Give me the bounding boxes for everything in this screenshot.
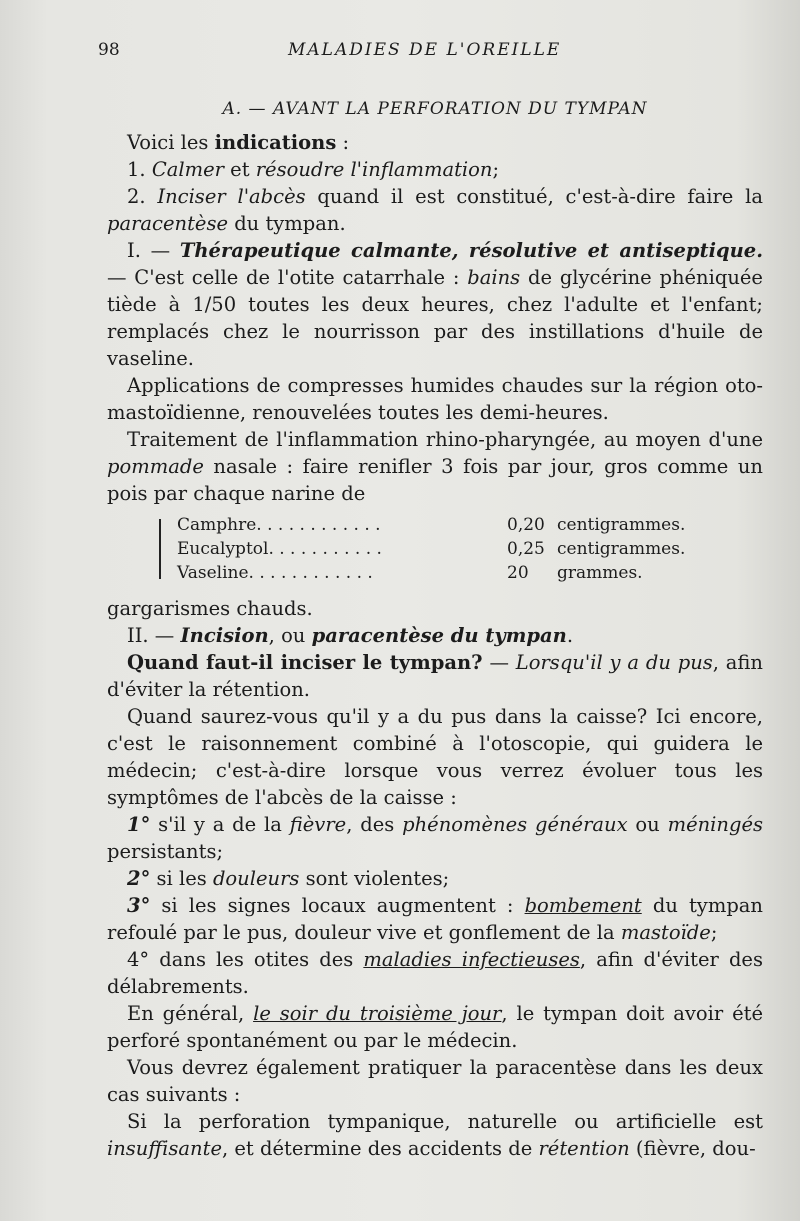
paragraph-en-general: En général, le soir du troisième jour, le tympan doit avoir été perforé spontanément ou par le médecin.	[107, 1002, 763, 1052]
page-header	[0, 40, 800, 64]
page-number: 98	[98, 40, 120, 60]
paragraph-vous-devrez: Vous devrez également pratiquer la paracentèse dans les deux cas suivants :	[107, 1056, 763, 1106]
running-title: MALADIES DE L'OREILLE	[288, 40, 562, 60]
paragraph-traitement: Traitement de l'inflammation rhino-pharyngée, au moyen d'une pommade nasale : faire renifler 3 fois par jour, gros comme un pois par chaque narine de	[107, 428, 763, 505]
symptom-3: 3° si les signes locaux augmentent : bombement du tympan refoulé par le pus, douleur vive et gonflement de la mastoïde;	[107, 894, 763, 944]
paragraph-quand-saurez: Quand saurez-vous qu'il y a du pus dans la caisse? Ici encore, c'est le raisonnement combiné à l'otoscopie, qui guidera le médecin; c'est-à-dire lorsque vous verrez évoluer tous les symptômes de l'abcès de la caisse :	[107, 705, 763, 809]
paragraph-applications: Applications de compresses humides chaudes sur la région oto-mastoïdienne, renouvelées toutes les demi-heures.	[107, 374, 763, 424]
paragraph-gargarismes: gargarismes chauds.	[107, 597, 313, 620]
item-2: 2. Inciser l'abcès quand il est constitué, c'est-à-dire faire la paracentèse du tympan.	[107, 185, 763, 235]
section-title: A. — AVANT LA PERFORATION DU TYMPAN	[222, 99, 648, 119]
page-body	[107, 96, 763, 1162]
symptom-2: 2° si les douleurs sont violentes;	[127, 867, 450, 890]
formula-table: Camphre. . . . . . . . . . . . 0,20 centigrammes. Eucalyptol. . . . . . . . . . . 0,25 centigrammes. Vaseline. . . . . . . . . . . . 20 grammes.	[107, 513, 763, 591]
item-1: 1. Calmer et résoudre l'inflammation;	[127, 158, 500, 181]
formula-brace	[159, 519, 165, 579]
symptom-4: 4° dans les otites des maladies infectieuses, afin d'éviter des délabrements.	[107, 948, 763, 998]
section-I: I. — Thérapeutique calmante, résolutive et antiseptique. — C'est celle de l'otite catarrhale : bains de glycérine phéniquée tiède à 1/50 toutes les deux heures, chez l'adulte et l'enfant; remplacés chez le nourrisson par des instillations d'huile de vaseline.	[107, 239, 763, 370]
paragraph-indications: Voici les indications :	[127, 131, 350, 154]
section-II: II. — Incision, ou paracentèse du tympan.	[127, 624, 574, 647]
paragraph-si-la-perforation: Si la perforation tympanique, naturelle ou artificielle est insuffisante, et détermine des accidents de rétention (fièvre, dou-	[107, 1110, 763, 1160]
paragraph-quand: Quand faut-il inciser le tympan? — Lorsqu'il y a du pus, afin d'éviter la rétention.	[107, 651, 763, 701]
symptom-1: 1° s'il y a de la fièvre, des phénomènes généraux ou méningés persistants;	[107, 813, 763, 863]
